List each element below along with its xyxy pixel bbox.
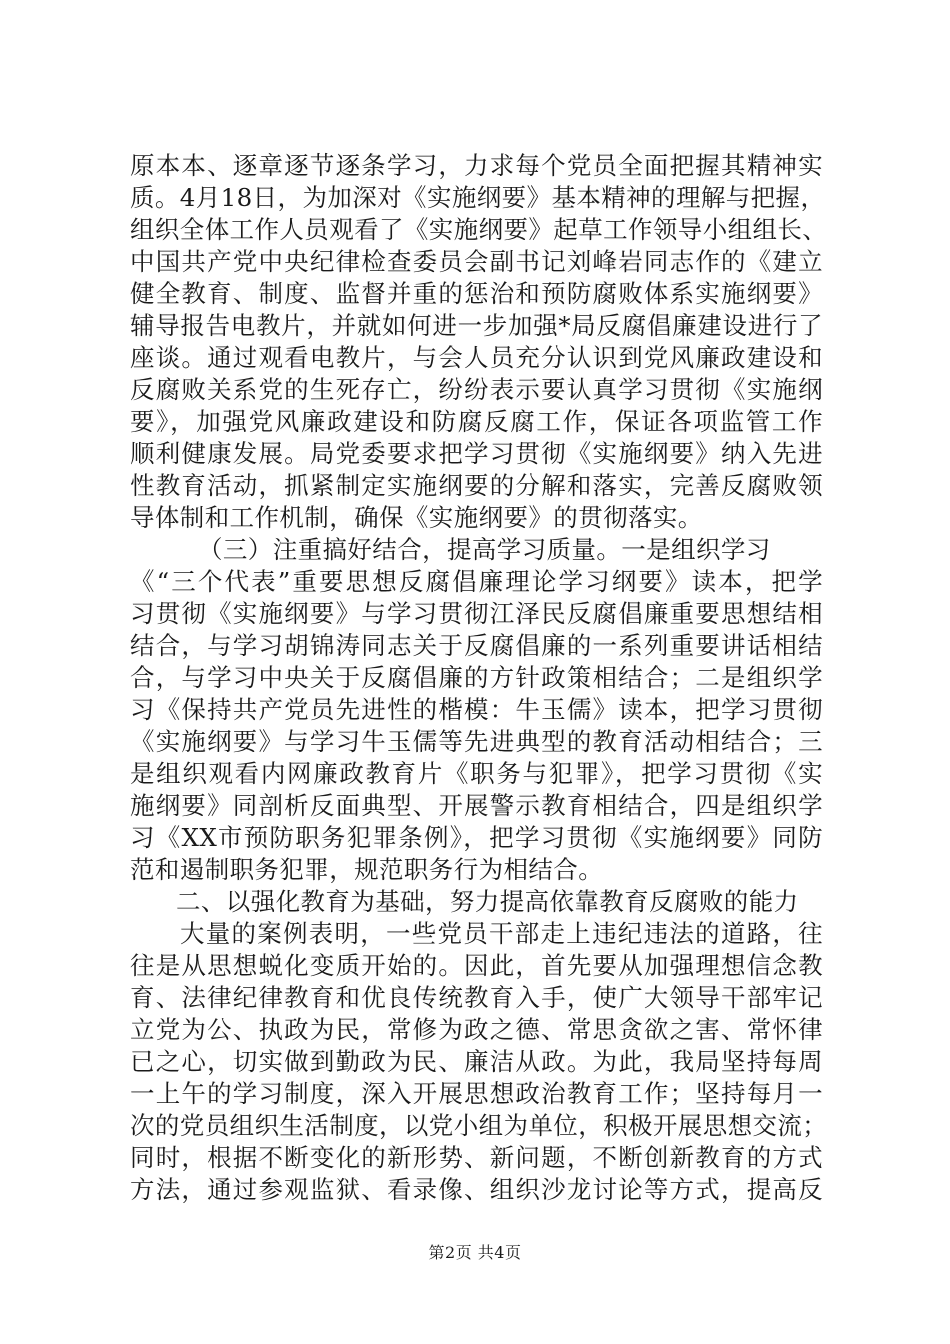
- text-line: 组织全体工作人员观看了《实施纲要》起草工作领导小组组长、: [130, 215, 828, 244]
- text-line: 次的党员组织生活制度，以党小组为单位，积极开展思想交流；: [130, 1111, 828, 1140]
- text-line: 同时，根据不断变化的新形势、新问题，不断创新教育的方式: [130, 1143, 823, 1172]
- text-line: 合，与学习中央关于反腐倡廉的方针政策相结合；二是组织学: [130, 663, 823, 692]
- text-line: 要》，加强党风廉政建设和防腐反腐工作，保证各项监管工作: [130, 407, 823, 436]
- section-heading: 二、以强化教育为基础，努力提高依靠教育反腐败的能力: [176, 887, 799, 916]
- text-line: 健全教育、制度、监督并重的惩治和预防腐败体系实施纲要》: [130, 279, 823, 308]
- text-line: 习《保持共产党员先进性的楷模：牛玉儒》读本，把学习贯彻: [130, 695, 823, 724]
- text-line: 导体制和工作机制，确保《实施纲要》的贯彻落实。: [130, 503, 703, 532]
- text-line: 立党为公、执政为民，常修为政之德、常思贪欲之害、常怀律: [130, 1015, 823, 1044]
- text-line: 原本本、逐章逐节逐条学习，力求每个党员全面把握其精神实: [130, 151, 823, 180]
- text-line: 质。4月18日，为加深对《实施纲要》基本精神的理解与把握，: [130, 183, 826, 212]
- text-line: 性教育活动，抓紧制定实施纲要的分解和落实，完善反腐败领: [130, 471, 823, 500]
- text-line: 方法，通过参观监狱、看录像、组织沙龙讨论等方式，提高反: [130, 1175, 823, 1204]
- section-heading: （三）注重搞好结合，提高学习质量。一是组织学习: [198, 535, 771, 564]
- text-line: 是组织观看内网廉政教育片《职务与犯罪》，把学习贯彻《实: [130, 759, 823, 788]
- text-line: 一上午的学习制度，深入开展思想政治教育工作；坚持每月一: [130, 1079, 823, 1108]
- page-footer: [0, 1243, 950, 1263]
- text-line: 辅导报告电教片，并就如何进一步加强*局反腐倡廉建设进行了: [130, 311, 823, 340]
- text-line: 施纲要》同剖析反面典型、开展警示教育相结合，四是组织学: [130, 791, 823, 820]
- text-line: 顺利健康发展。局党委要求把学习贯彻《实施纲要》纳入先进: [130, 439, 823, 468]
- text-line: 往是从思想蜕化变质开始的。因此，首先要从加强理想信念教: [130, 951, 823, 980]
- text-line: 习贯彻《实施纲要》与学习贯彻江泽民反腐倡廉重要思想结相: [130, 599, 823, 628]
- text-line: 反腐败关系党的生死存亡，纷纷表示要认真学习贯彻《实施纲: [130, 375, 823, 404]
- text-line: 已之心，切实做到勤政为民、廉洁从政。为此，我局坚持每周: [130, 1047, 823, 1076]
- text-line: 结合，与学习胡锦涛同志关于反腐倡廉的一系列重要讲话相结: [130, 631, 823, 660]
- text-line: 座谈。通过观看电教片，与会人员充分认识到党风廉政建设和: [130, 343, 823, 372]
- text-line: 育、法律纪律教育和优良传统教育入手，使广大领导干部牢记: [130, 983, 823, 1012]
- text-line: 《“三个代表”重要思想反腐倡廉理论学习纲要》读本，把学: [130, 567, 823, 596]
- text-line: 大量的案例表明，一些党员干部走上违纪违法的道路，往: [180, 919, 823, 948]
- text-line: 习《XX市预防职务犯罪条例》，把学习贯彻《实施纲要》同防: [130, 823, 823, 852]
- text-line: 《实施纲要》与学习牛玉儒等先进典型的教育活动相结合；三: [130, 727, 823, 756]
- page-number-label: 第2页 共4页: [428, 1243, 522, 1262]
- text-line: 范和遏制职务犯罪，规范职务行为相结合。: [130, 855, 604, 884]
- text-line: 中国共产党中央纪律检查委员会副书记刘峰岩同志作的《建立: [130, 247, 823, 276]
- document-body: [130, 150, 828, 1206]
